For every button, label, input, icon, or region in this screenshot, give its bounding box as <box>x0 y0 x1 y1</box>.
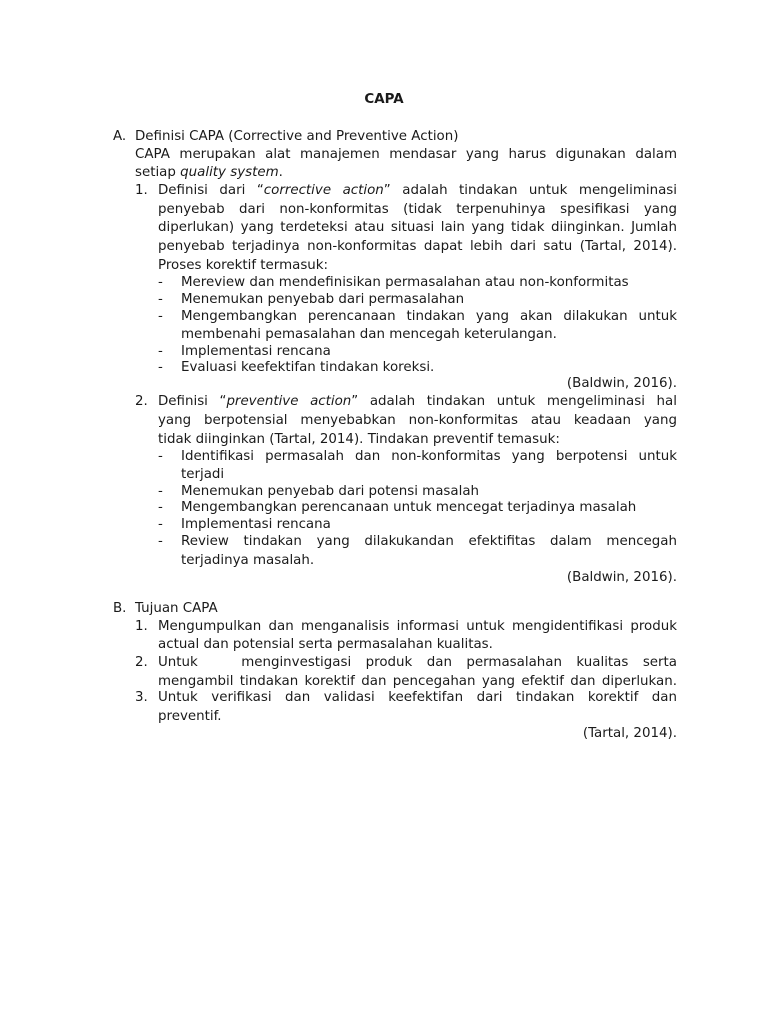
list-item-continuation: mengambil tindakan korektif dan pencegahan yang efektif dan diperlukan. <box>158 674 677 689</box>
section-b-marker: B. <box>113 601 127 616</box>
numbered-marker: 2. <box>135 655 148 670</box>
citation: (Baldwin, 2016). <box>566 376 677 391</box>
bullet-marker: - <box>158 484 163 499</box>
list-item-continuation: actual dan potensial serta permasalahan kualitas. <box>158 637 493 652</box>
section-a-marker: A. <box>113 129 127 144</box>
bullet-marker: - <box>158 449 163 464</box>
list-item: Mengembangkan perencanaan untuk mencegat terjadinya masalah <box>181 500 637 515</box>
numbered-marker: 1. <box>135 619 148 634</box>
bullet-marker: - <box>158 275 163 290</box>
list-item-continuation: terjadinya masalah. <box>181 553 315 568</box>
list-item: Mereview dan mendefinisikan permasalahan atau non-konformitas <box>181 275 629 290</box>
list-item: Mengembangkan perencanaan tindakan yang akan dilakukan untuk <box>181 309 677 324</box>
item-1-line2: penyebab dari non-konformitas (tidak terpenuhinya spesifikasi yang <box>158 202 677 217</box>
list-item: Implementasi rencana <box>181 517 331 532</box>
list-item: Menemukan penyebab dari potensi masalah <box>181 484 480 499</box>
item-1-line3: diperlukan) yang terdeteksi atau situasi lain yang tidak diinginkan. Jumlah <box>158 220 677 235</box>
item-2-line1: Definisi “preventive action” adalah tindakan untuk mengeliminasi hal <box>158 394 677 409</box>
item-2-marker: 2. <box>135 394 148 409</box>
section-a-intro-line1: CAPA merupakan alat manajemen mendasar yang harus digunakan dalam <box>135 147 677 162</box>
bullet-marker: - <box>158 292 163 307</box>
item-1-line1: Definisi dari “corrective action” adalah tindakan untuk mengeliminasi <box>158 183 677 198</box>
list-item: Evaluasi keefektifan tindakan koreksi. <box>181 360 435 375</box>
list-item-continuation: membenahi pemasalahan dan mencegah keterulangan. <box>181 327 557 342</box>
list-item: Menemukan penyebab dari permasalahan <box>181 292 465 307</box>
section-a-intro-line2: setiap quality system. <box>135 165 283 180</box>
citation: (Baldwin, 2016). <box>566 570 677 585</box>
section-a-heading: Definisi CAPA (Corrective and Preventive Action) <box>135 129 459 144</box>
document-title: CAPA <box>364 92 404 107</box>
item-2-line2: yang berpotensial menyebabkan non-konformitas atau keadaan yang <box>158 413 677 428</box>
bullet-marker: - <box>158 309 163 324</box>
bullet-marker: - <box>158 534 163 549</box>
item-2-line3: tidak diinginkan (Tartal, 2014). Tindakan preventif temasuk: <box>158 432 560 447</box>
bullet-marker: - <box>158 500 163 515</box>
item-1-line5: Proses korektif termasuk: <box>158 258 329 273</box>
list-item: Untuk verifikasi dan validasi keefektifan dari tindakan korektif dan <box>158 690 677 705</box>
bullet-marker: - <box>158 344 163 359</box>
bullet-marker: - <box>158 360 163 375</box>
list-item: Untuk menginvestigasi produk dan permasalahan kualitas serta <box>158 655 677 670</box>
item-1-marker: 1. <box>135 183 148 198</box>
numbered-marker: 3. <box>135 690 148 705</box>
list-item: Implementasi rencana <box>181 344 331 359</box>
citation: (Tartal, 2014). <box>582 726 677 741</box>
list-item: Review tindakan yang dilakukandan efektifitas dalam mencegah <box>181 534 677 549</box>
list-item: Identifikasi permasalah dan non-konformitas yang berpotensi untuk <box>181 449 677 464</box>
bullet-marker: - <box>158 517 163 532</box>
item-1-line4: penyebab terjadinya non-konformitas dapat lebih dari satu (Tartal, 2014). <box>158 239 677 254</box>
section-b-heading: Tujuan CAPA <box>135 601 218 616</box>
list-item: Mengumpulkan dan menganalisis informasi untuk mengidentifikasi produk <box>158 619 677 634</box>
list-item-continuation: preventif. <box>158 709 222 724</box>
list-item-continuation: terjadi <box>181 467 225 482</box>
